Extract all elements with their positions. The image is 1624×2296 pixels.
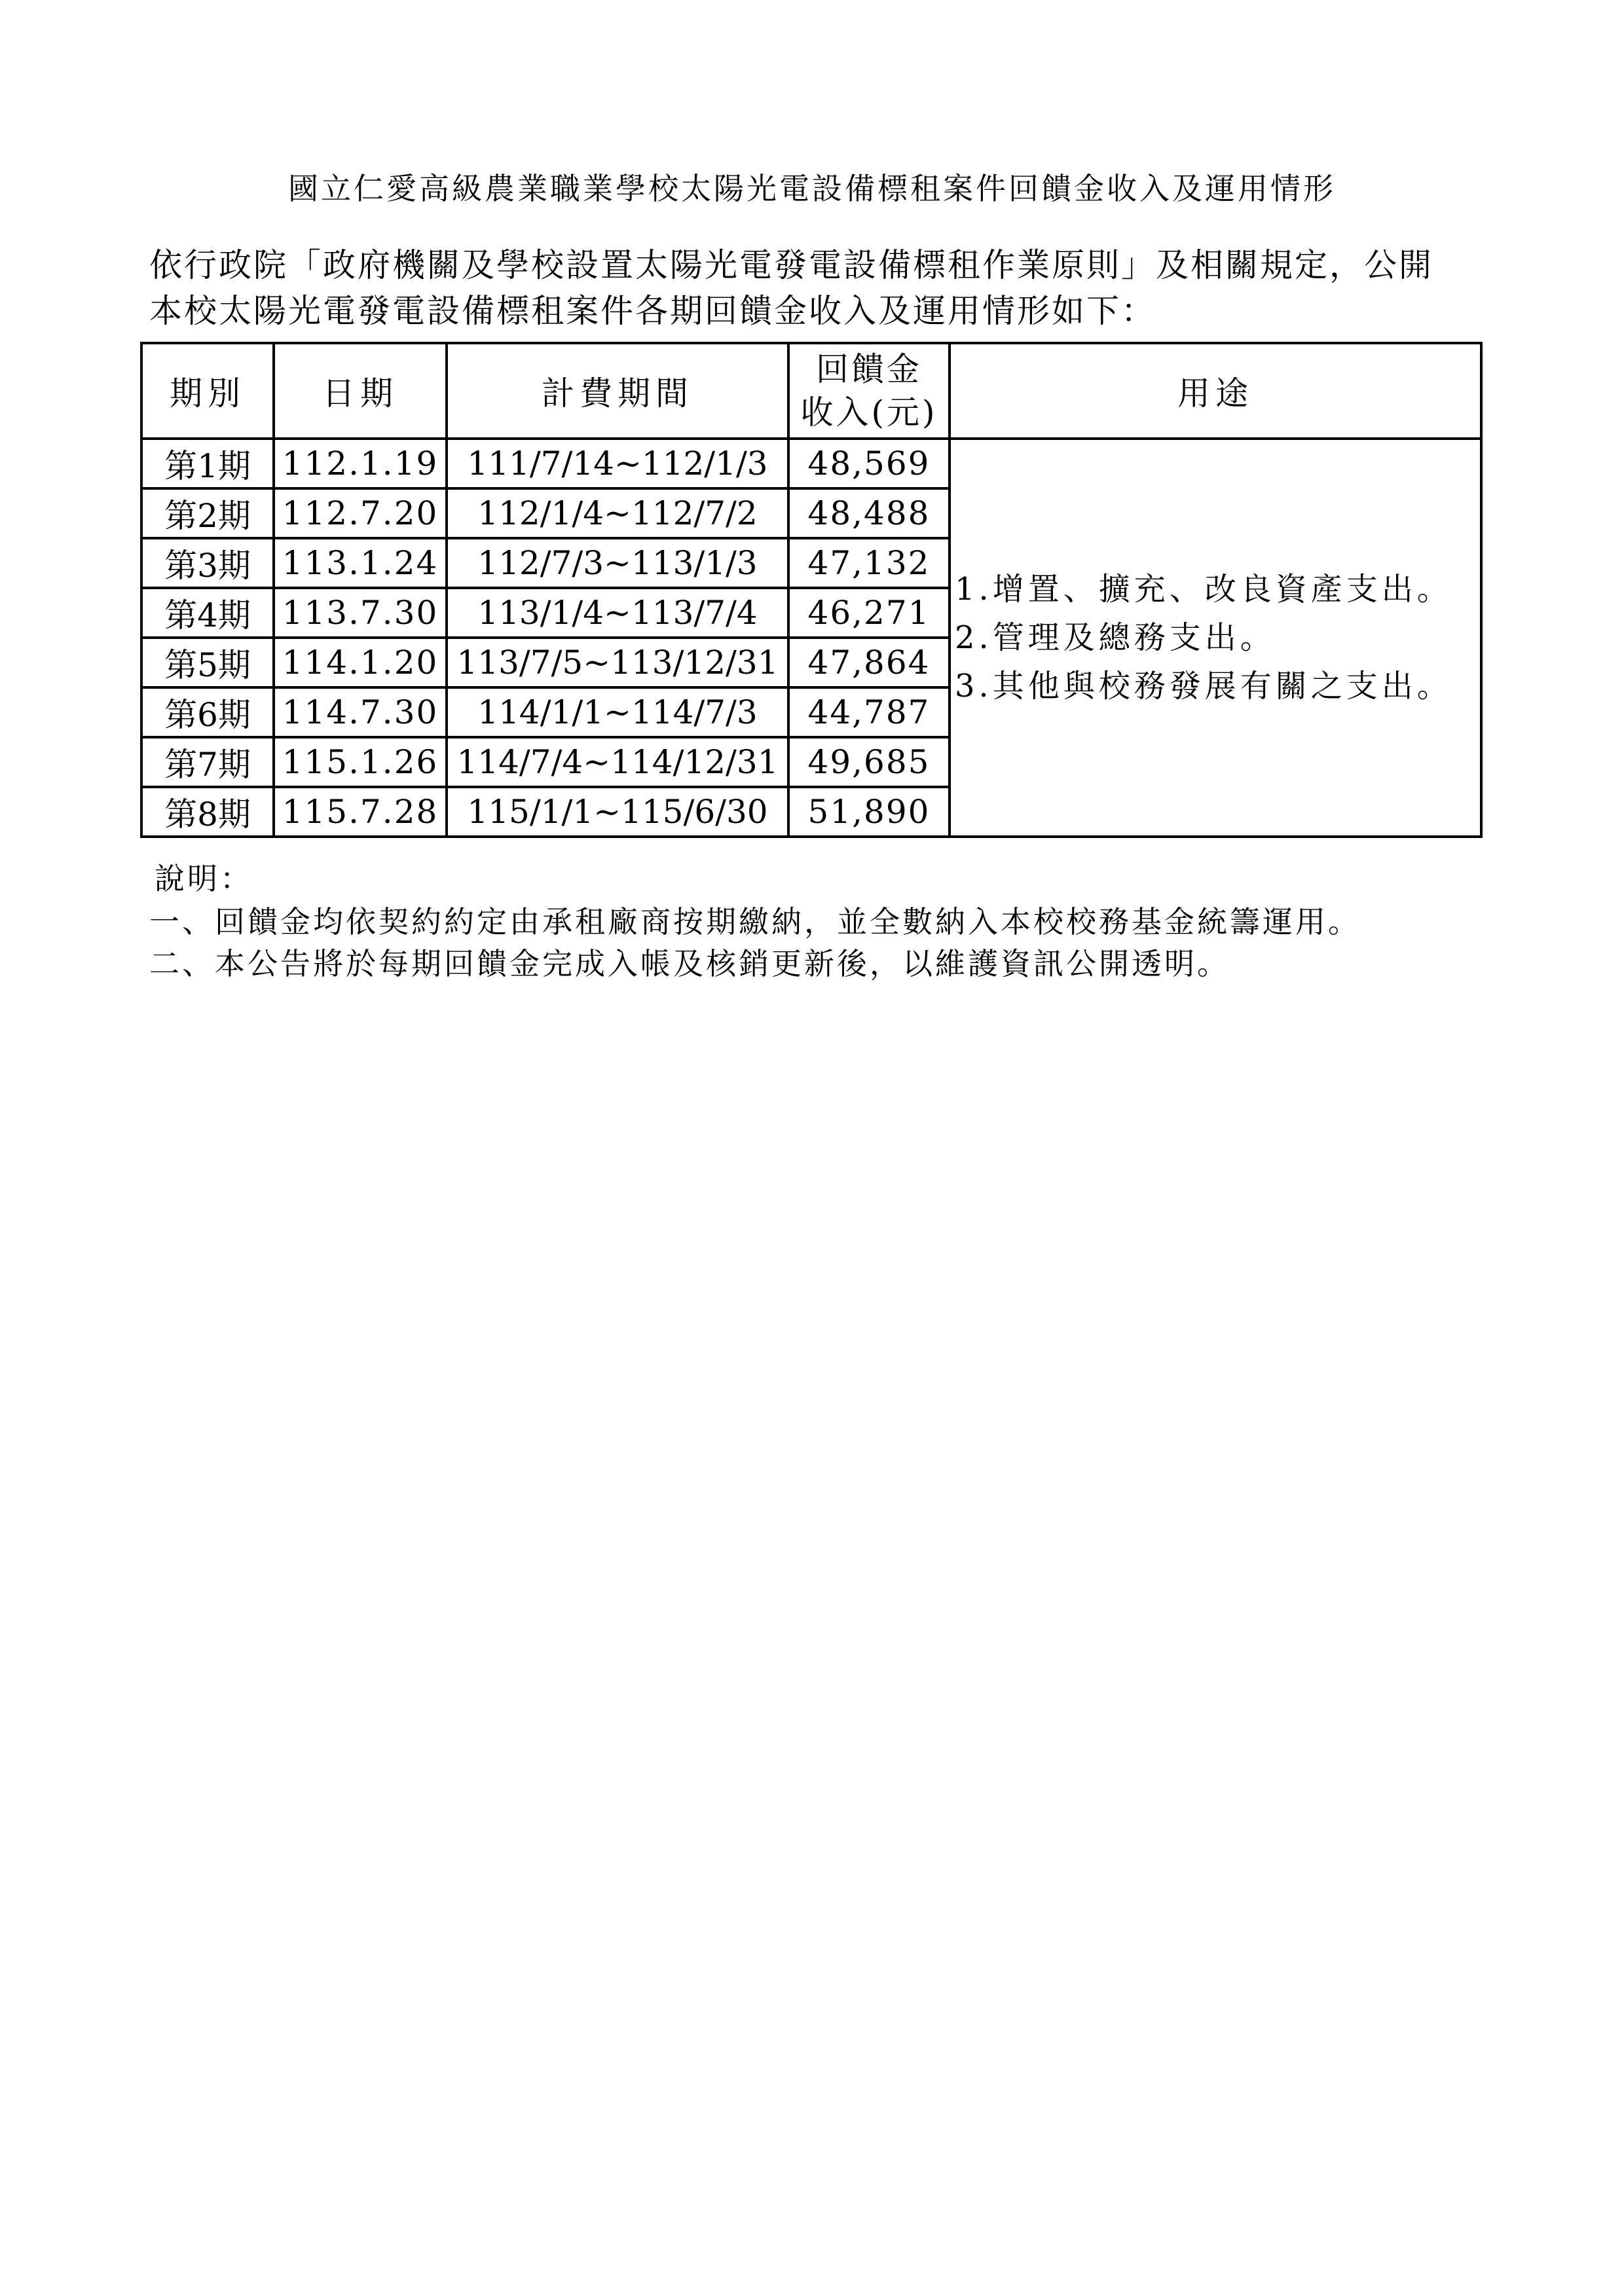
cell-period: 第3期 bbox=[141, 538, 274, 588]
table-row bbox=[141, 439, 1481, 488]
note-item-1: 一、回饋金均依契約約定由承租廠商按期繳納，並全數納入本校校務基金統籌運用。 bbox=[149, 904, 1361, 939]
cell-amount: 47,864 bbox=[788, 638, 950, 687]
cell-period: 第5期 bbox=[141, 638, 274, 687]
usage-item-3: 3.其他與校務發展有關之支出。 bbox=[955, 668, 1452, 704]
cell-period: 第8期 bbox=[141, 787, 274, 837]
cell-amount: 51,890 bbox=[788, 787, 950, 837]
cell-date: 114.1.20 bbox=[274, 638, 447, 687]
header-amount-line-2: 收入(元) bbox=[800, 393, 938, 431]
cell-amount: 46,271 bbox=[788, 588, 950, 638]
cell-billing-period: 115/1/1~115/6/30 bbox=[447, 787, 788, 837]
cell-period: 第7期 bbox=[141, 737, 274, 787]
note-item-2: 二、本公告將於每期回饋金完成入帳及核銷更新後，以維護資訊公開透明。 bbox=[149, 946, 1230, 981]
cell-billing-period: 114/7/4~114/12/31 bbox=[447, 737, 788, 787]
cell-billing-period: 114/1/1~114/7/3 bbox=[447, 687, 788, 737]
cell-billing-period: 113/7/5~113/12/31 bbox=[447, 638, 788, 687]
cell-period: 第4期 bbox=[141, 588, 274, 638]
cell-date: 115.7.28 bbox=[274, 787, 447, 837]
usage-item-1: 1.增置、擴充、改良資產支出。 bbox=[955, 571, 1452, 608]
revenue-table bbox=[140, 342, 1483, 838]
header-usage: 用途 bbox=[950, 343, 1481, 439]
header-amount bbox=[788, 343, 950, 439]
cell-billing-period: 113/1/4~113/7/4 bbox=[447, 588, 788, 638]
cell-date: 112.7.20 bbox=[274, 488, 447, 538]
cell-date: 113.1.24 bbox=[274, 538, 447, 588]
table-header-row bbox=[141, 343, 1481, 439]
notes-label: 說明： bbox=[155, 861, 253, 896]
cell-date: 112.1.19 bbox=[274, 439, 447, 488]
cell-date: 115.1.26 bbox=[274, 737, 447, 787]
usage-item-2: 2.管理及總務支出。 bbox=[955, 619, 1276, 656]
cell-amount: 44,787 bbox=[788, 687, 950, 737]
cell-period: 第6期 bbox=[141, 687, 274, 737]
cell-usage bbox=[950, 439, 1481, 837]
intro-paragraph bbox=[149, 242, 1485, 334]
header-date: 日期 bbox=[274, 343, 447, 439]
cell-date: 113.7.30 bbox=[274, 588, 447, 638]
cell-amount: 47,132 bbox=[788, 538, 950, 588]
cell-amount: 48,488 bbox=[788, 488, 950, 538]
cell-billing-period: 112/1/4~112/7/2 bbox=[447, 488, 788, 538]
header-amount-line-1: 回饋金 bbox=[816, 350, 922, 388]
cell-period: 第1期 bbox=[141, 439, 274, 488]
cell-amount: 49,685 bbox=[788, 737, 950, 787]
document-title: 國立仁愛高級農業職業學校太陽光電設備標租案件回饋金收入及運用情形 bbox=[288, 171, 1336, 206]
cell-billing-period: 112/7/3~113/1/3 bbox=[447, 538, 788, 588]
header-billing-period: 計費期間 bbox=[447, 343, 788, 439]
cell-date: 114.7.30 bbox=[274, 687, 447, 737]
intro-line-2: 本校太陽光電發電設備標租案件各期回饋金收入及運用情形如下： bbox=[149, 292, 1156, 330]
intro-line-1: 依行政院「政府機關及學校設置太陽光電發電設備標租作業原則」及相關規定，公開 bbox=[149, 246, 1433, 284]
cell-period: 第2期 bbox=[141, 488, 274, 538]
cell-billing-period: 111/7/14~112/1/3 bbox=[447, 439, 788, 488]
notes-section bbox=[149, 858, 1361, 985]
header-period: 期別 bbox=[141, 343, 274, 439]
cell-amount: 48,569 bbox=[788, 439, 950, 488]
